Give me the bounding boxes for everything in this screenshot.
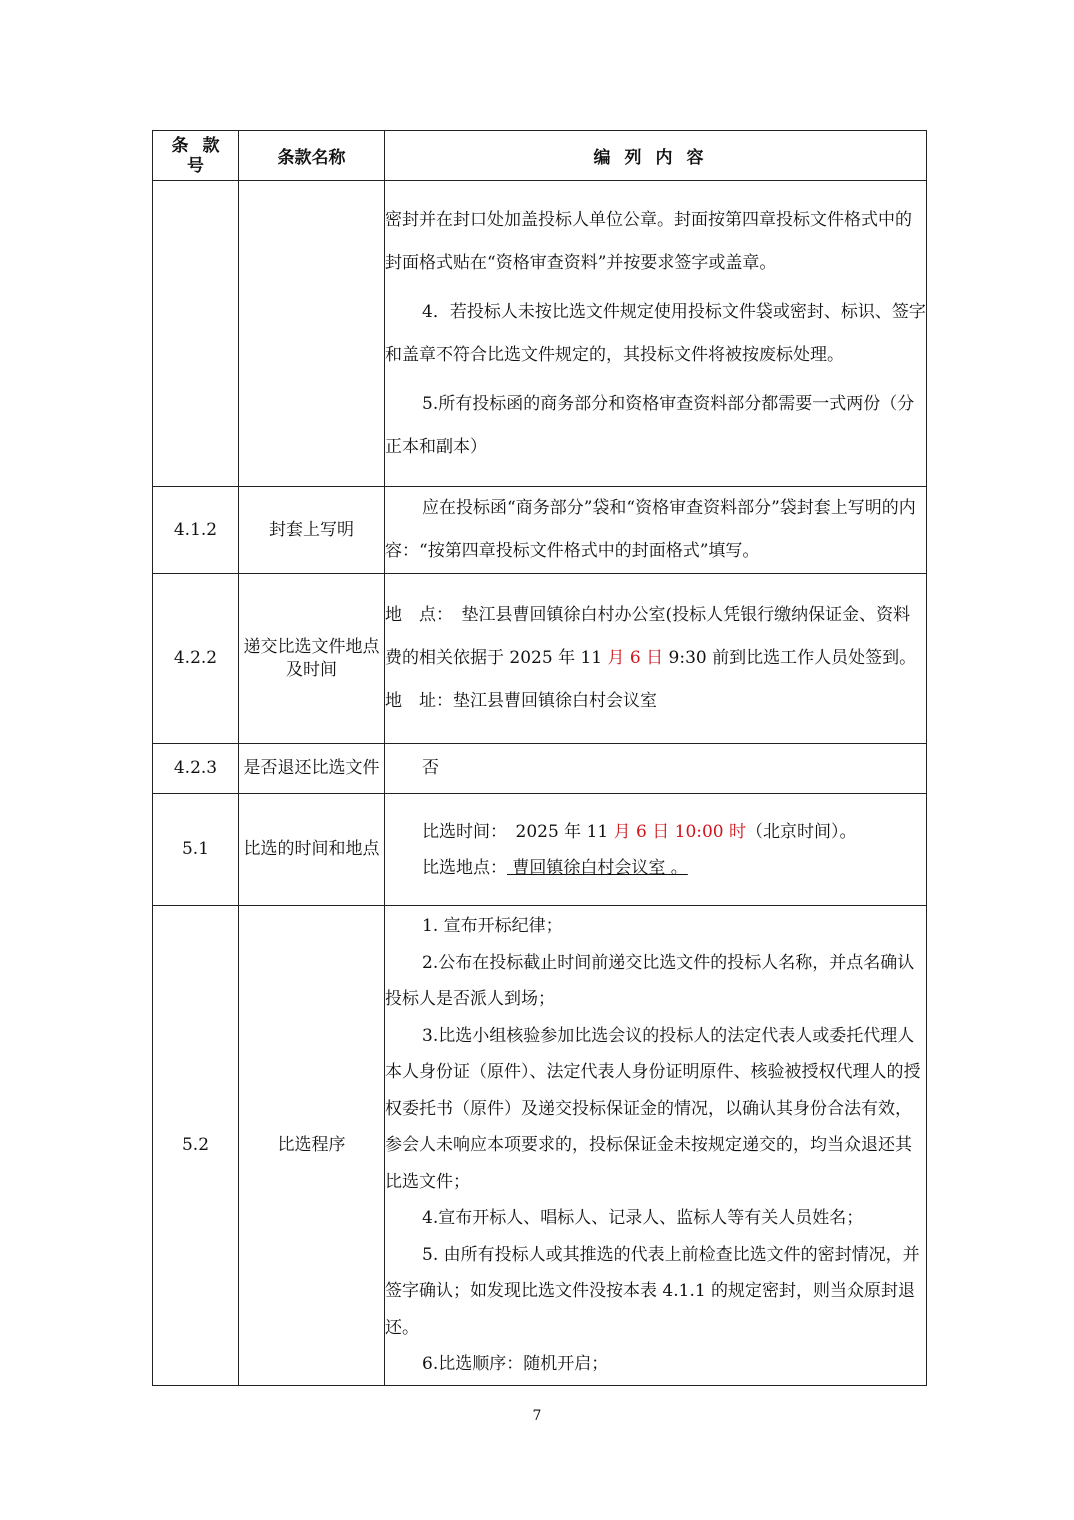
bid-place bbox=[385, 850, 926, 886]
clause-content bbox=[385, 744, 927, 794]
page-number: 7 bbox=[532, 1408, 542, 1424]
procedure-item: 5. 由所有投标人或其推选的代表上前检查比选文件的密封情况，并签字确认；如发现比选文件没按本表 4.1.1 的规定密封，则当众原封退还。 bbox=[385, 1244, 920, 1338]
procedure-item: 1. 宣布开标纪律； bbox=[422, 916, 563, 937]
clause-number: 4.1.2 bbox=[153, 487, 239, 574]
date-highlight: 月 6 日 bbox=[607, 648, 664, 668]
clause-name: 是否退还比选文件 bbox=[239, 744, 385, 794]
content-line: 否 bbox=[422, 758, 439, 778]
row-content bbox=[385, 181, 927, 487]
clause-name: 封套上写明 bbox=[239, 487, 385, 574]
row-number-empty bbox=[153, 181, 239, 487]
table-header-row bbox=[153, 131, 927, 181]
content-line: 密封并在封口处加盖投标人单位公章。封面按第四章投标文件格式中的封面格式贴在“资格审查资料”并按要求签字或盖章。 bbox=[385, 209, 912, 273]
time-tail: （北京时间）。 bbox=[746, 821, 857, 842]
table-row bbox=[153, 744, 927, 794]
place-value: 曹回镇徐白村会议室 。 bbox=[507, 857, 688, 878]
header-clause-name: 条款名称 bbox=[239, 131, 385, 181]
content-line: 应在投标函“商务部分”袋和“资格审查资料部分”袋封套上写明的内容：“按第四章投标文件格式中的封面格式”填写。 bbox=[385, 498, 916, 561]
clause-content bbox=[385, 487, 927, 574]
table-row bbox=[153, 794, 927, 906]
procedure-item: 6.比选顺序：随机开启； bbox=[422, 1354, 609, 1375]
place-text-b: 9:30 前到比选工作人员处签到。 bbox=[663, 648, 917, 668]
table-row bbox=[153, 574, 927, 744]
clause-content bbox=[385, 906, 927, 1386]
content-line: 5.所有投标函的商务部分和资格审查资料部分都需要一式两份（分正本和副本） bbox=[385, 393, 915, 457]
submission-address: 地 址：垫江县曹回镇徐白村会议室 bbox=[385, 691, 657, 711]
clause-content bbox=[385, 794, 927, 906]
clause-content bbox=[385, 574, 927, 744]
header-content: 编列内容 bbox=[385, 131, 927, 181]
clause-name: 递交比选文件地点及时间 bbox=[239, 574, 385, 744]
clause-number: 4.2.3 bbox=[153, 744, 239, 794]
table-row bbox=[153, 487, 927, 574]
row-name-empty bbox=[239, 181, 385, 487]
time-highlight: 月 6 日 10:00 时 bbox=[613, 821, 747, 842]
bid-time bbox=[385, 814, 926, 850]
table-row bbox=[153, 906, 927, 1386]
clause-name: 比选的时间和地点 bbox=[239, 794, 385, 906]
time-label: 比选时间： 2025 年 11 bbox=[422, 821, 614, 842]
clause-number: 5.1 bbox=[153, 794, 239, 906]
procedure-item: 3.比选小组核验参加比选会议的投标人的法定代表人或委托代理人本人身份证（原件）、法定代表人身份证明原件、核验被授权代理人的授权委托书（原件）及递交投标保证金的情况，以确认其身份合法有效，参会人未响应本项要求的，投标保证金未按规定递交的，均当众退还其比选文件； bbox=[385, 1025, 921, 1192]
table-row bbox=[153, 181, 927, 487]
place-text-a: 地 点： 垫江县曹回镇徐白村办公室(投标人凭银行缴纳保证金、资料费的相关依据于 2025 年 11 bbox=[385, 605, 911, 668]
clause-number: 5.2 bbox=[153, 906, 239, 1386]
procedure-item: 2.公布在投标截止时间前递交比选文件的投标人名称，并点名确认投标人是否派人到场； bbox=[385, 952, 915, 1010]
place-label: 比选地点： bbox=[422, 857, 507, 878]
clause-name: 比选程序 bbox=[239, 906, 385, 1386]
clause-number: 4.2.2 bbox=[153, 574, 239, 744]
content-line: 4．若投标人未按比选文件规定使用投标文件袋或密封、标识、签字和盖章不符合比选文件规定的，其投标文件将被按废标处理。 bbox=[385, 301, 926, 365]
clause-table bbox=[152, 130, 927, 1386]
procedure-item: 4.宣布开标人、唱标人、记录人、监标人等有关人员姓名； bbox=[422, 1208, 864, 1229]
header-clause-number: 条款号 bbox=[153, 131, 239, 181]
submission-place bbox=[385, 594, 926, 680]
